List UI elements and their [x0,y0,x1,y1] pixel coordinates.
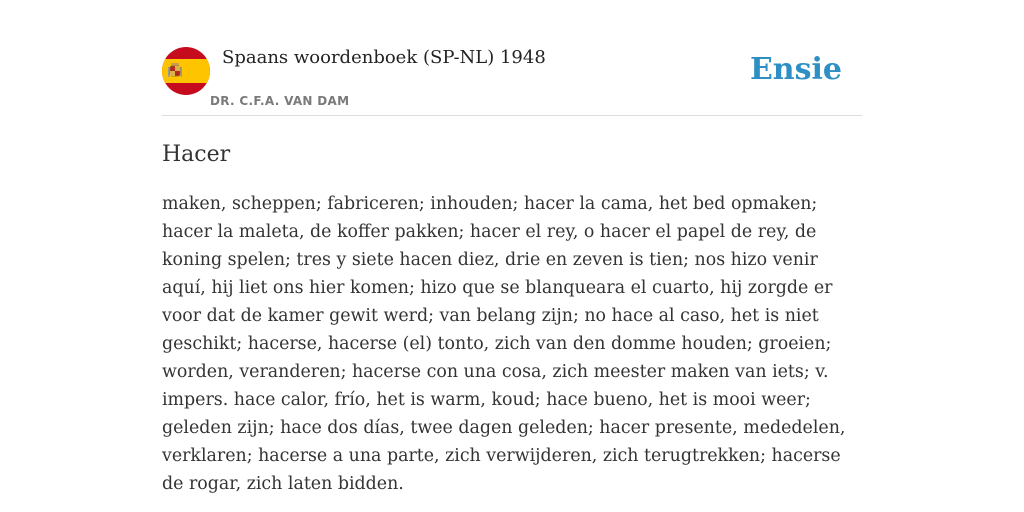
definition-text: maken, scheppen; fabriceren; inhouden; hacer la cama, het bed opmaken; hacer la maleta, de koffer pakken; hacer el rey, o hacer el papel de rey, de koning spelen; tres y siete hacen diez, drie en zeven is tien; nos hizo venir aquí, hij liet ons hier komen; hizo que se blanqueara el cuarto, hij zorgde er voor dat de kamer gewit werd; van belang zijn; no hace al caso, het is niet geschikt; hacerse, hacerse (el) tonto, zich van den domme houden; groeien; worden, veranderen; hacerse con una cosa, zich meester maken van iets; v. impers. hace calor, frío, het is warm, koud; hace bueno, het is mooi weer; geleden zijn; hace dos días, twee dagen geleden; hacer presente, mededelen, verklaren; hacerse a una parte, zich verwijderen, zich terugtrekken; hacerse de rogar, zich laten bidden. [162,194,846,494]
spain-flag-icon [162,47,210,95]
entry-card [162,44,862,498]
author-name: DR. C.F.A. VAN DAM [210,94,350,108]
dictionary-title[interactable]: Spaans woordenboek (SP-NL) 1948 [222,47,546,68]
dictionary-header [162,44,862,116]
coat-of-arms-icon [168,62,182,80]
headword: Hacer [162,142,231,167]
ensie-logo[interactable]: Ensie [749,52,842,87]
